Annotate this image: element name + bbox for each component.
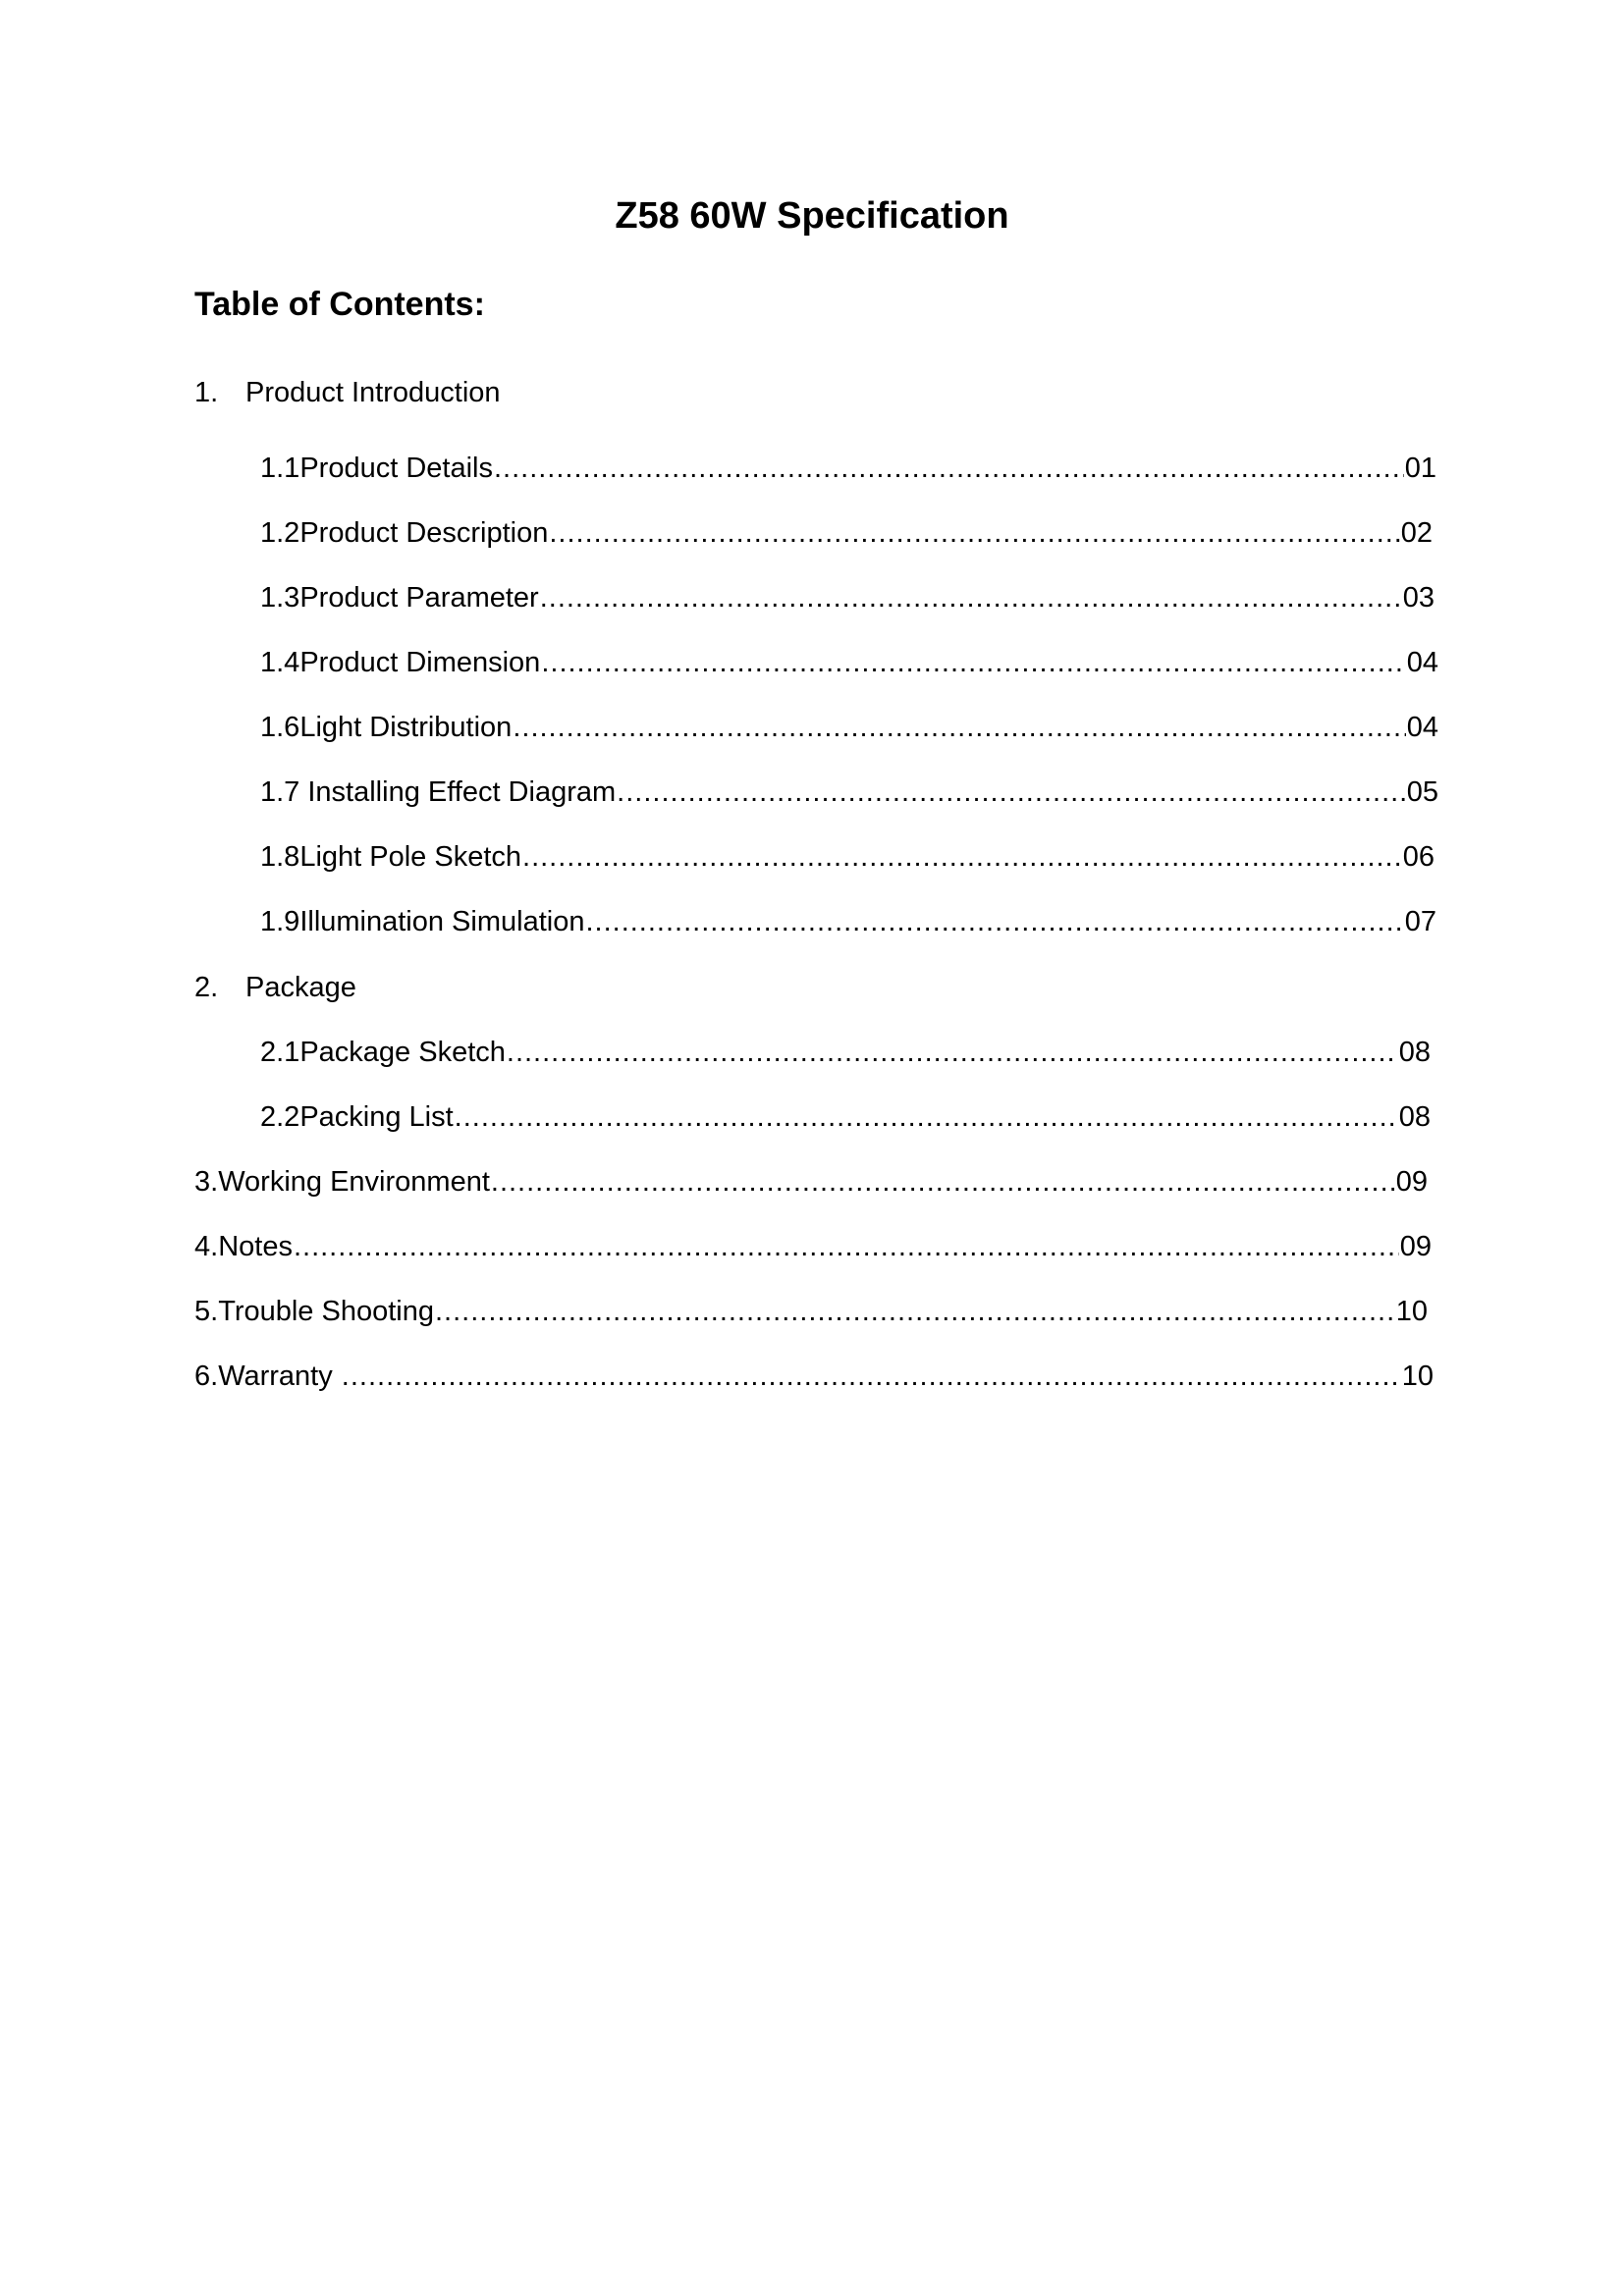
toc-dot-leader <box>522 835 1402 879</box>
toc-section-label: Package <box>245 972 356 1003</box>
toc-section-number: 3. <box>194 1166 219 1198</box>
toc-dot-leader <box>540 576 1402 619</box>
toc-page-number: 04 <box>1406 647 1438 678</box>
toc-section-1[interactable] <box>194 371 501 414</box>
toc-section-number: 6. <box>194 1361 219 1392</box>
toc-page-number: 02 <box>1400 517 1433 549</box>
toc-page-number: 05 <box>1406 776 1438 808</box>
toc-entry-label: 1.6Light Distribution <box>260 712 513 743</box>
toc-section-number: 4. <box>194 1231 219 1262</box>
toc-section-4[interactable] <box>194 1225 1432 1268</box>
toc-entry-1-1[interactable] <box>260 447 1436 490</box>
toc-dot-leader <box>549 511 1399 555</box>
toc-entry-label: 2.1Package Sketch <box>260 1037 506 1068</box>
toc-dot-leader <box>494 447 1404 490</box>
toc-section-number: 1. <box>194 377 219 408</box>
toc-entry-1-4[interactable] <box>260 641 1438 684</box>
toc-entry-1-2[interactable] <box>260 511 1433 555</box>
toc-dot-leader <box>507 1031 1398 1074</box>
toc-section-number: 2. <box>194 972 219 1003</box>
toc-dot-leader <box>585 900 1403 943</box>
toc-entry-1-9[interactable] <box>260 900 1436 943</box>
toc-section-label: Notes <box>218 1231 293 1262</box>
toc-section-number: 5. <box>194 1296 219 1327</box>
toc-page-number: 08 <box>1398 1101 1431 1133</box>
toc-entry-label: 1.3Product Parameter <box>260 582 539 614</box>
toc-page-number: 09 <box>1395 1166 1428 1198</box>
toc-section-label: Product Introduction <box>245 377 501 408</box>
toc-section-6[interactable] <box>194 1355 1434 1398</box>
toc-entry-1-7[interactable] <box>260 771 1438 814</box>
toc-entry-label: 1.7 Installing Effect Diagram <box>260 776 617 808</box>
toc-entry-1-8[interactable] <box>260 835 1435 879</box>
toc-page-number: 01 <box>1404 453 1436 484</box>
document-title: Z58 60W Specification <box>615 195 1009 237</box>
toc-dot-leader <box>455 1095 1398 1139</box>
toc-dot-leader <box>513 706 1405 749</box>
toc-page-number: 04 <box>1406 712 1438 743</box>
toc-dot-leader <box>435 1290 1395 1333</box>
toc-section-5[interactable] <box>194 1290 1428 1333</box>
toc-entry-1-3[interactable] <box>260 576 1435 619</box>
toc-entry-2-1[interactable] <box>260 1031 1431 1074</box>
toc-section-label: Trouble Shooting <box>218 1296 434 1327</box>
toc-section-label: Working Environment <box>218 1166 490 1198</box>
toc-dot-leader <box>541 641 1405 684</box>
toc-page-number: 10 <box>1395 1296 1428 1327</box>
toc-page-number: 06 <box>1402 841 1435 873</box>
toc-dot-leader <box>491 1160 1395 1203</box>
toc-entry-label: 1.2Product Description <box>260 517 549 549</box>
toc-dot-leader <box>617 771 1406 814</box>
toc-page-number: 10 <box>1401 1361 1434 1392</box>
toc-section-3[interactable] <box>194 1160 1428 1203</box>
toc-entry-1-6[interactable] <box>260 706 1438 749</box>
toc-dot-leader <box>342 1355 1401 1398</box>
toc-entry-2-2[interactable] <box>260 1095 1431 1139</box>
toc-page-number: 07 <box>1404 906 1436 937</box>
toc-entry-label: 1.8Light Pole Sketch <box>260 841 522 873</box>
toc-section-2[interactable] <box>194 966 356 1009</box>
toc-section-label: Warranty <box>218 1361 341 1392</box>
toc-entry-label: 1.9Illumination Simulation <box>260 906 585 937</box>
toc-entry-label: 1.4Product Dimension <box>260 647 541 678</box>
toc-page-number: 03 <box>1402 582 1435 614</box>
toc-entry-label: 2.2Packing List <box>260 1101 454 1133</box>
toc-entry-label: 1.1Product Details <box>260 453 493 484</box>
toc-page-number: 08 <box>1398 1037 1431 1068</box>
toc-dot-leader <box>294 1225 1399 1268</box>
toc-page-number: 09 <box>1399 1231 1432 1262</box>
toc-heading: Table of Contents: <box>194 286 485 323</box>
